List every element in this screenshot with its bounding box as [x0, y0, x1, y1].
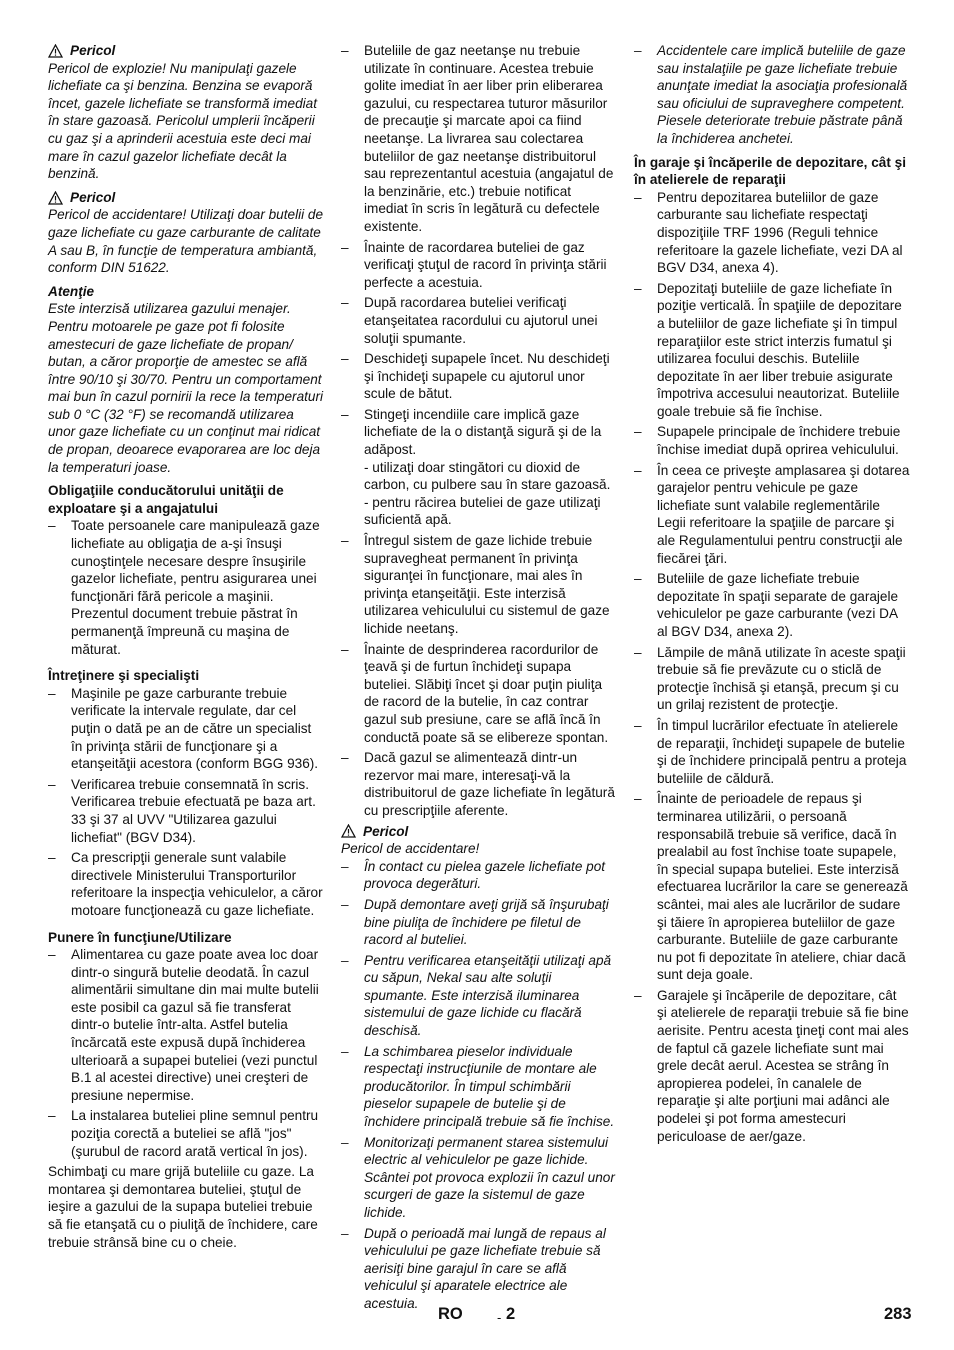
footer-section-number: 2 [506, 1305, 516, 1323]
dash-marker: – [634, 644, 642, 660]
list-item [341, 858, 617, 893]
list-item [634, 644, 910, 714]
dash-marker: – [341, 952, 349, 968]
attention-text: Este interzisă utilizarea gazului menajer. Pentru motoarele pe gaze pot fi folosite amestecuri de gaze lichefiate de propan/ butan, a căror proporţie de amestec se află între 90/10 şi 30/70. Pentru un comportament mai bun în cazul pornirii la rece la temperaturi sub 0 °C (32 °F) se recomandă utilizarea unor gaze lichefiate cu un conţinut mai ridicat de propan, deoarece evaporarea are loc deja la temperaturi joase. [48, 301, 324, 475]
list-item-text: Ca prescripţii generale sunt valabile directivele Ministerului Transporturilor referitoare la inspecţia vehiculelor, a căror motoare funcţionează cu gaze lichefiate. [71, 850, 323, 918]
dash-marker: – [48, 947, 56, 963]
bullet-list [634, 189, 910, 1145]
warning-triangle-icon [48, 191, 63, 205]
warning-text: Pericol de accidentare! Utilizaţi doar butelii de gaze lichefiate cu gaze carburante de calitate A sau B, în funcţie de temperatura ambiantă, conform DIN 51622. [48, 207, 324, 276]
warning-text: Pericol de accidentare! [341, 841, 480, 857]
dash-marker: – [341, 239, 349, 255]
list-item [48, 946, 324, 1104]
list-item-text: Dacă gazul se alimentează dintr-un rezervor mai mare, interesaţi-vă la distribuitorul de gaze lichefiate în legătură cu prescripţiile aferente. [364, 750, 615, 818]
bullet-list [634, 42, 910, 148]
list-subitem: - utilizaţi doar stingători cu dioxid de carbon, cu pulbere sau în stare gazoasă. [364, 459, 611, 493]
list-item-text: Înainte de desprinderea racordurilor de ţeavă şi de furtun închideţi supapa buteliei. Slăbiţi încet şi doar puţin piuliţa de racord de la butelie, în caz contrar gazul sub presiune, care se află încă în conductă poate să se elibereze spontan. [364, 641, 609, 745]
column-1 [48, 42, 324, 1251]
bullet-list [341, 858, 617, 1313]
page-number: 283 [884, 1305, 912, 1323]
list-item-text: Garajele şi încăperile de depozitare, cât şi atelierele de reparaţii trebuie să fie bine aerisite. Pentru acesta ţineţi cont mai ales de faptul că gazele lichefiate sunt mai grele decât aerul. Acestea se strâng în apropierea podelei, în canalele de reparaţie şi alte porţiuni mai adânci ale podelei şi pot forma amestecuri periculoase de aer/gaze. [657, 987, 909, 1144]
footer-dash: - [497, 1310, 502, 1325]
list-item [48, 776, 324, 846]
list-item-text: Supapele principale de închidere trebuie închise imediat după oprirea vehiculului. [657, 424, 901, 458]
dash-marker: – [341, 351, 349, 367]
warning-heading [48, 189, 324, 207]
section-heading: Punere în funcţiune/Utilizare [48, 929, 232, 945]
dash-marker: – [341, 1225, 349, 1241]
list-item [634, 42, 910, 148]
column-2 [341, 42, 617, 1316]
warning-heading [48, 42, 324, 60]
list-item [341, 532, 617, 638]
list-item [48, 849, 324, 919]
list-item-text: Stingeţi incendiile care implică gaze lichefiate de la o distanţă sigură şi de la adăpost. [364, 406, 602, 458]
list-item-text: Accidentele care implică buteliile de gaze sau instalaţiile pe gaze lichefiate trebuie anunţate imediat la asociaţia profesională sau oficiului de supraveghere competent. Piesele deteriorate trebuie păstrate până la închiderea anchetei. [657, 43, 908, 146]
dash-marker: – [634, 280, 642, 296]
dash-marker: – [634, 462, 642, 478]
dash-marker: – [341, 295, 349, 311]
bullet-list [48, 517, 324, 658]
dash-marker: – [341, 1134, 349, 1150]
list-item [341, 1134, 617, 1222]
list-item [48, 517, 324, 658]
list-item-text: La instalarea buteliei pline semnul pentru poziţia corectă a buteliei se află "jos" (şurubul de racord arată vertical în jos). [71, 1108, 319, 1159]
list-item-text: Depozitaţi buteliile de gaze lichefiate în poziţie verticală. În spaţiile de depozitare a buteliilor de gaze lichefiate şi în timpul reparaţiilor este strict interzis fumatul şi utilizarea focului deschis. Buteliile depozitate în aer liber trebuie asigurate împotriva accesului neautorizat. Buteliile goale trebuie să fie închise. [657, 280, 902, 419]
list-item [341, 294, 617, 347]
body-paragraph: Schimbaţi cu mare grijă buteliile cu gaze. La montarea şi demontarea buteliei, ştuţul de ieşire a gazului de la supapa buteliei trebuie să fie etanşată cu o piuliţă de închidere, care trebuie strânsă bine cu o cheie. [48, 1164, 318, 1250]
bullet-list [48, 685, 324, 920]
warning-title: Pericol [70, 43, 116, 58]
dash-marker: – [341, 406, 349, 422]
list-item [634, 189, 910, 277]
list-item [341, 406, 617, 529]
list-item-text: Înainte de perioadele de repaus şi terminarea utilizării, o persoană responsabilă trebuie să verifice, dacă în prealabil au fost închise toate supapele, în special supapa buteliei. Este interzisă efectuarea lucrărilor la care se generează scântei, mai ales ale lucrărilor de sudare şi tăiere în apropierea buteliilor de gaze carburante. Buteliile de gaze carburante nu pot fi depozitate în ateliere, chiar dacă sunt deja goale. [657, 791, 908, 983]
list-item-text: După demontare aveţi grijă să înşurubaţi bine piuliţa de închidere pe filetul de racord al buteliei. [364, 896, 609, 948]
section-heading: În garaje şi încăperile de depozitare, cât şi în atelierele de reparaţii [634, 154, 906, 188]
list-item-text: Pentru verificarea etanşeităţii utilizaţi apă cu săpun, Nekal sau alte soluţii spumante. Este interzisă iluminarea sistemului de gaze lichide cu flacără deschisă. [364, 952, 612, 1039]
dash-marker: – [48, 685, 56, 701]
list-item-text: După o perioadă mai lungă de repaus al vehiculului pe gaze lichefiate trebuie să aerisiţi bine garajul în care se află vehiculul şi aparatele electrice ale acestuia. [364, 1225, 606, 1311]
list-item [634, 717, 910, 787]
list-item [341, 952, 617, 1040]
warning-triangle-icon [341, 824, 356, 838]
list-subitem: - pentru răcirea buteliei de gaze utilizaţi suficientă apă. [364, 494, 601, 528]
list-item-text: Înainte de racordarea buteliei de gaz verificaţi ştuţul de racord în privinţa stării perfecte a acestuia. [364, 239, 607, 290]
warning-text: Pericol de explozie! Nu manipulaţi gazele lichefiate ca şi benzina. Benzina se evaporă încet, gazele lichefiate se transformă imediat în stare gazoasă. Pericolul umplerii încăperii cu gaz şi a aprinderii acestuia este deci mai mare în cazul gazelor lichefiate decât la benzină. [48, 60, 317, 182]
dash-marker: – [341, 896, 349, 912]
dash-marker: – [48, 776, 56, 792]
list-item [634, 987, 910, 1145]
list-item [341, 239, 617, 292]
list-item [341, 749, 617, 819]
warning-title: Pericol [70, 189, 116, 205]
list-item-text: Buteliile de gaze lichefiate trebuie depozitate în spaţii separate de garajele vehiculelor pe gaze carburante (vezi DA al BGV D34, anexa 2). [657, 571, 899, 639]
list-item [634, 423, 910, 458]
dash-marker: – [341, 43, 349, 58]
dash-marker: – [634, 424, 642, 440]
dash-marker: – [634, 717, 642, 733]
list-item [48, 1107, 324, 1160]
list-item-text: În contact cu pielea gazele lichefiate pot provoca degerături. [364, 858, 606, 892]
dash-marker: – [634, 791, 642, 807]
column-3 [634, 42, 910, 1148]
list-item-text: După racordarea buteliei verificaţi etanşeitatea racordului cu ajutorul unei soluţii spumante. [364, 295, 598, 346]
dash-marker: – [341, 750, 349, 766]
list-item-text: În ceea ce priveşte amplasarea şi dotarea garajelor pentru vehicule pe gaze lichefiate sunt valabile reglementările Legii referitoare la spaţiile de parcare şi ale Regulamentului pentru construcţii ale fiecărei ţări. [657, 462, 910, 566]
list-item-text: Maşinile pe gaze carburante trebuie verificate la intervale regulate, dar cel puţin o dată pe an de către un specialist în privinţa stării de funcţionare şi a etanşeităţii acestora (conform BGG 936). [71, 685, 319, 772]
list-item-text: Buteliile de gaz neetanşe nu trebuie utilizate în continuare. Acestea trebuie golite imediat în aer liber prin eliberarea gazului, cu respectarea tuturor măsurilor de precauţie şi marcate apoi ca fiind neetanşe. La livrarea sau colectarea buteliilor de gaz neetanşe distribuitorul sau reprezentantul acestuia (angajatul de la benzinărie, etc.) trebuie notificat imediat în scris în legătură cu defectele existente. [364, 43, 614, 234]
footer-language: RO [438, 1305, 463, 1323]
warning-heading [341, 823, 617, 841]
dash-marker: – [48, 1108, 56, 1124]
dash-marker: – [634, 43, 642, 58]
dash-marker: – [341, 858, 349, 874]
bullet-list [48, 946, 324, 1160]
list-item-text: Toate persoanele care manipulează gaze lichefiate au obligaţia de a-şi însuşi cunoştinţele necesare despre însuşirile gazelor lichefiate, pentru asigurarea unei funcţionări fără pericole a maşinii. Prezentul document trebuie păstrat în permanenţă împreună cu maşina de măturat. [71, 518, 320, 657]
dash-marker: – [634, 571, 642, 587]
list-item [634, 570, 910, 640]
list-item-text: În timpul lucrărilor efectuate în atelierele de reparaţii, închideţi supapele de butelie şi de închidere principală pentru a proteja buteliile de căldură. [657, 717, 907, 786]
dash-marker: – [48, 518, 56, 534]
section-heading: Întreţinere şi specialişti [48, 668, 200, 684]
list-item [341, 350, 617, 403]
list-item-text: Monitorizaţi permanent starea sistemului electric al vehiculelor pe gaze lichide. Scântei pot provoca explozii în cazul unor scurgeri de gaze la sistemul de gaze lichide. [364, 1134, 615, 1220]
list-item-text: Deschideţi supapele încet. Nu deschideţi şi închideţi supapele cu ajutorul unor scule de bătut. [364, 351, 610, 402]
list-item [48, 685, 324, 773]
list-item [341, 641, 617, 747]
warning-title: Pericol [363, 823, 409, 839]
dash-marker: – [341, 1043, 349, 1059]
list-item [341, 1225, 617, 1313]
attention-title: Atenţie [48, 283, 95, 299]
dash-marker: – [634, 189, 642, 205]
list-item [634, 790, 910, 984]
list-item-text: Alimentarea cu gaze poate avea loc doar dintr-o singură butelie deodată. În cazul alimentării simultane din mai multe butelii este posibil ca gazul să fie transferat dintr-o butelie într-alta. Astfel butelia încărcată este expusă după închiderea ulterioară a supapei buteliei (vezi punctul B.1 al acestei directive) unei creşteri de presiune nepermise. [71, 947, 319, 1103]
list-item [341, 42, 617, 236]
list-item [634, 280, 910, 421]
list-item-text: Pentru depozitarea buteliilor de gaze carburante sau lichefiate respectaţi dispoziţiile TRF 1996 (Reguli tehnice referitoare la gazele lichefiate, vezi DA al BGV D34, anexa 4). [657, 189, 903, 276]
dash-marker: – [341, 533, 349, 549]
dash-marker: – [634, 987, 642, 1003]
dash-marker: – [48, 850, 56, 866]
list-item [634, 462, 910, 568]
list-item-text: Lămpile de mână utilizate în aceste spaţii trebuie să fie prevăzute cu o sticlă de protecţie închisă şi etanşă, precum şi cu un grilaj rezistent de protecţie. [657, 644, 906, 713]
bullet-list [341, 42, 617, 820]
list-item-text: Întregul sistem de gaze lichide trebuie supravegheat permanent în privinţa siguranţei în funcţionare, mai ales în privinţa etanşeităţii. Este interzisă utilizarea vehiculului cu sistemul de gaze lichide neetanş. [364, 533, 610, 636]
list-item [341, 1043, 617, 1131]
list-item-text: Verificarea trebuie consemnată în scris. Verificarea trebuie efectuată pe baza art. 33 şi 37 al UVV "Utilizarea gazului lichefiat" (BGV D34). [71, 776, 316, 845]
dash-marker: – [341, 641, 349, 657]
list-item-text: La schimbarea pieselor individuale respectaţi instrucţiunile de montare ale producătorilor. În timpul schimbării pieselor supapele de butelie şi de închidere principală trebuie să fie închise. [364, 1043, 615, 1130]
warning-triangle-icon [48, 44, 63, 58]
list-item [341, 896, 617, 949]
section-heading: Obligaţiile conducătorului unităţii de exploatare şi a angajatului [48, 483, 284, 516]
